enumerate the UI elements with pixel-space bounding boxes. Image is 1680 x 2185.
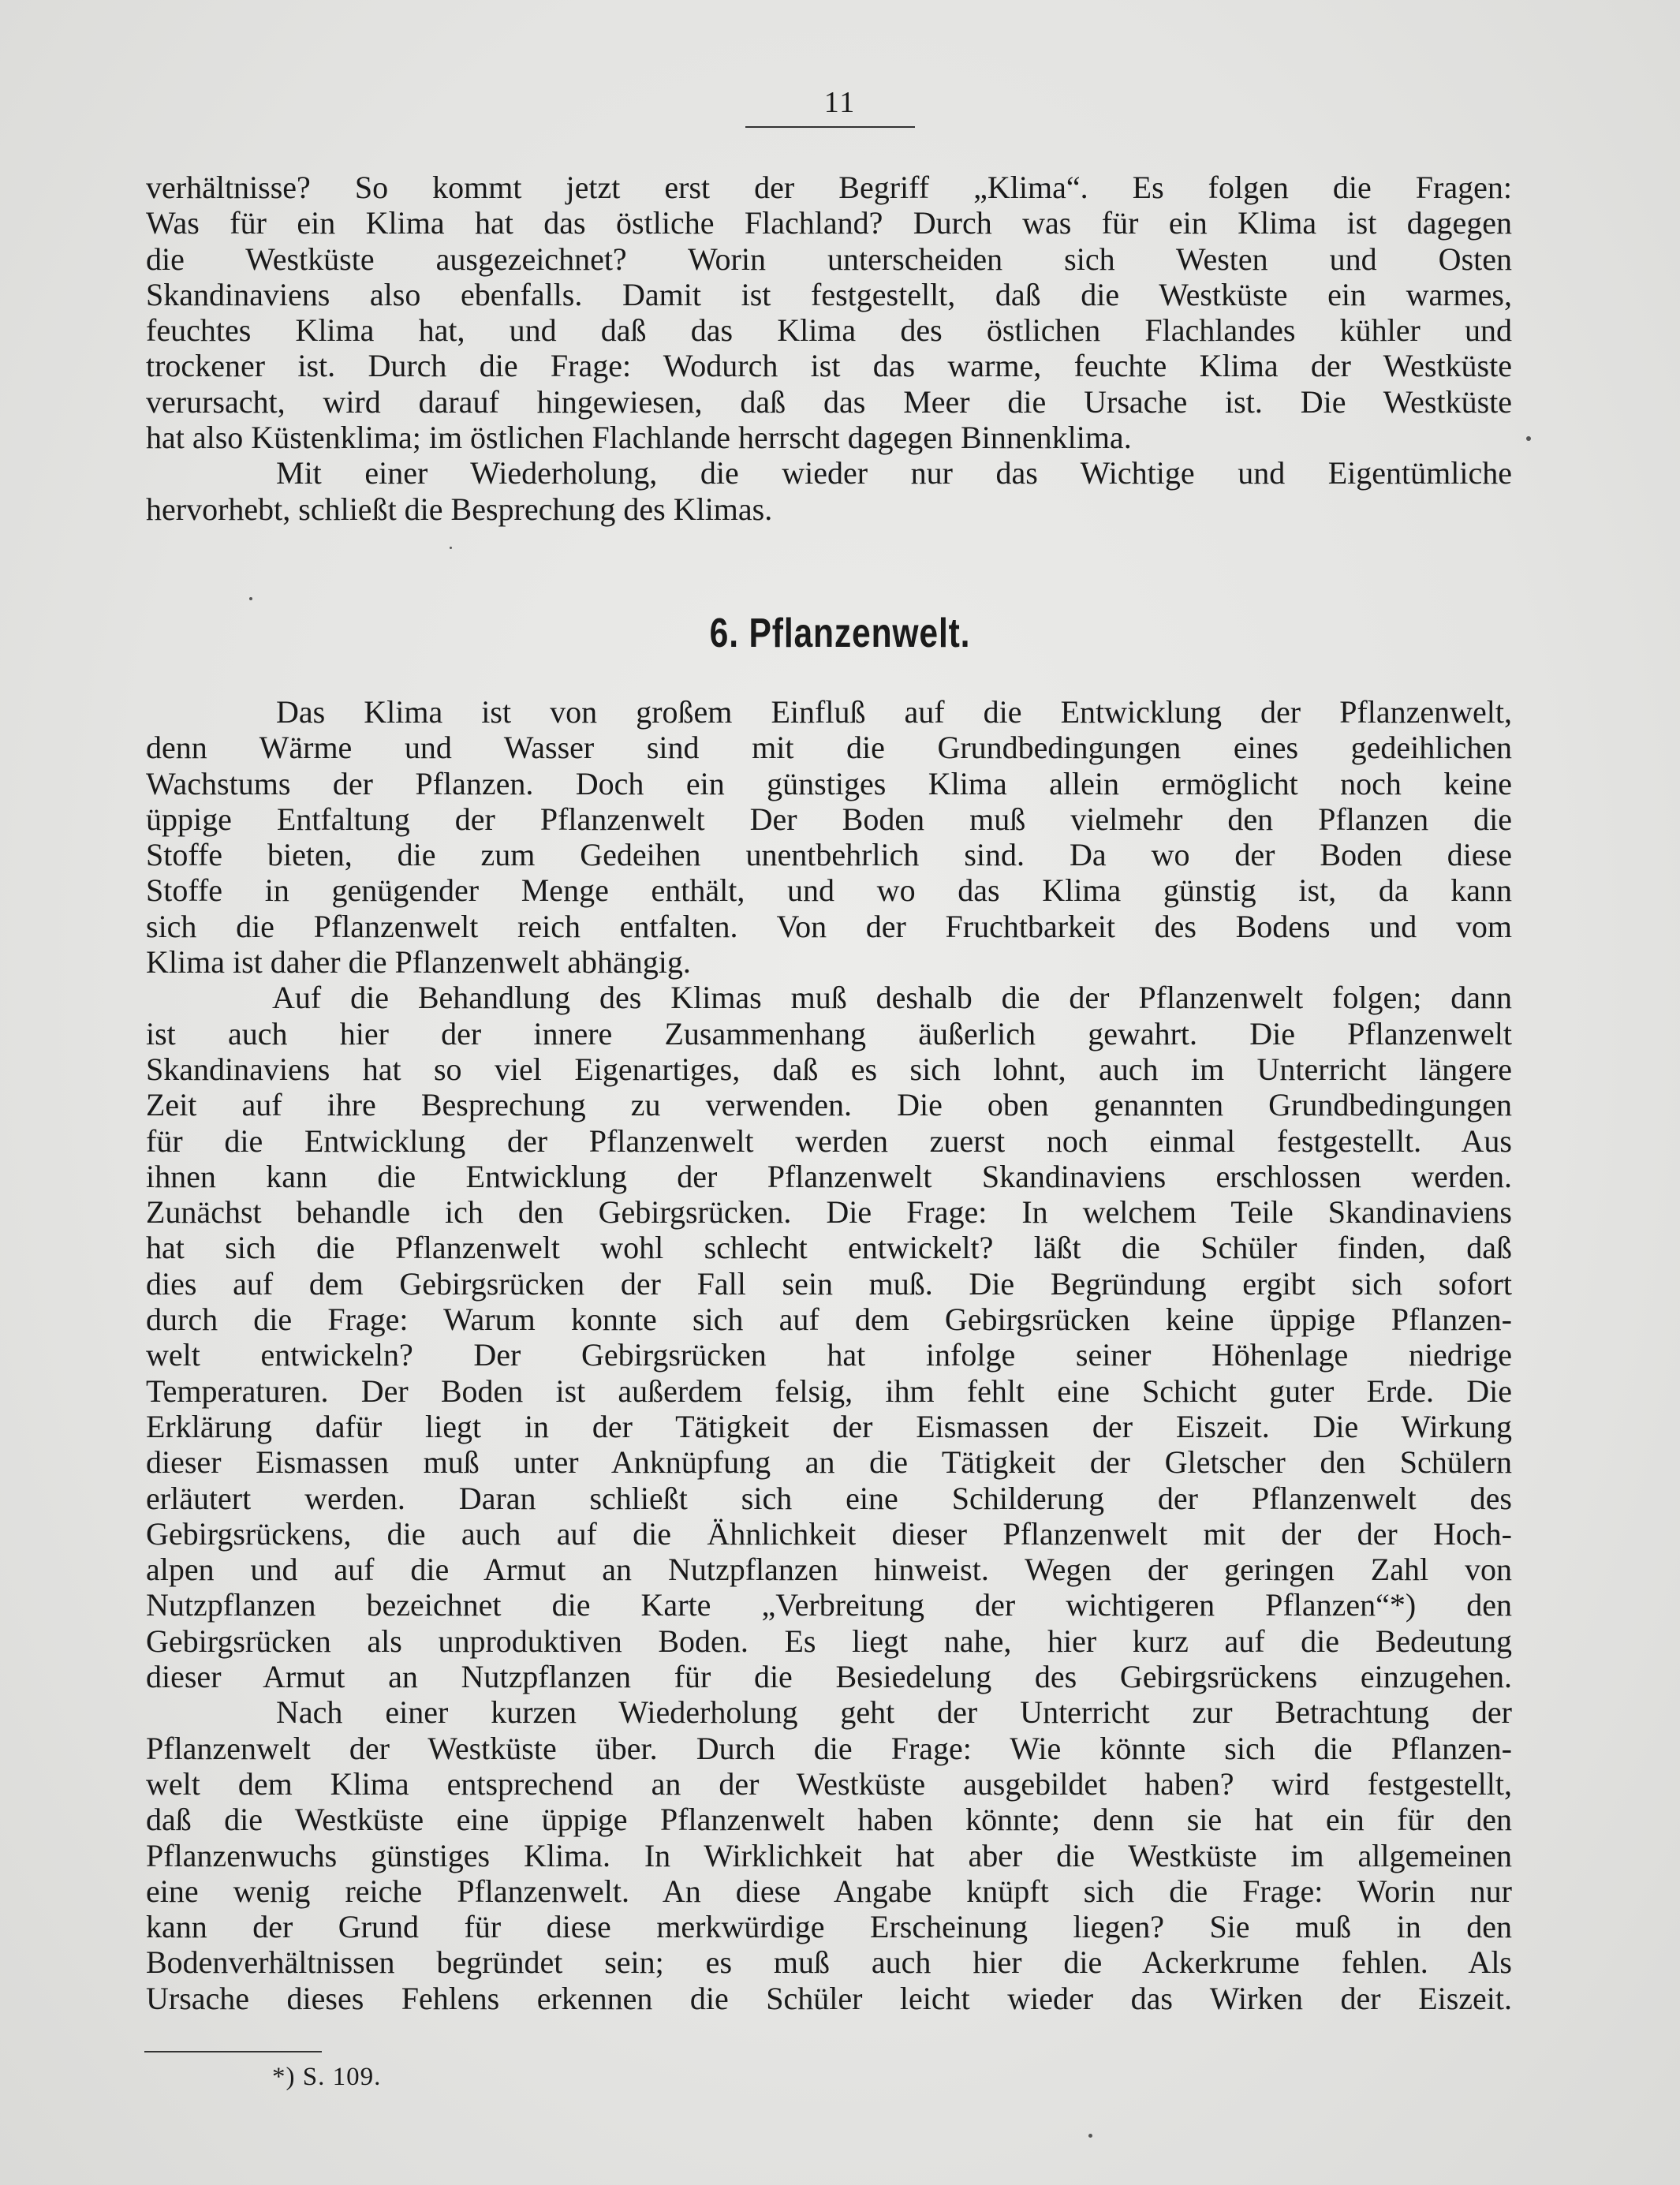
text-line: verursacht, wird darauf hingewiesen, daß das Meer die Ursache ist. Die Westküste <box>146 383 1512 420</box>
text-line: Skandinaviens hat so viel Eigenartiges, daß es sich lohnt, auch im Unterricht längere <box>146 1051 1512 1087</box>
text-line: dieser Eismassen muß unter Anknüpfung an die Tätigkeit der Gletscher den Schülern <box>146 1444 1512 1481</box>
text-line: welt entwickeln? Der Gebirgsrücken hat infolge seiner Höhenlage niedrige <box>146 1337 1512 1373</box>
text-line: denn Wärme und Wasser sind mit die Grundbedingungen eines gedeihlichen <box>146 730 1512 766</box>
text-line: Das Klima ist von großem Einfluß auf die Entwicklung der Pflanzenwelt, <box>276 694 1512 730</box>
text-line: ist auch hier der innere Zusammenhang äußerlich gewahrt. Die Pflanzenwelt <box>146 1015 1512 1051</box>
text-line: welt dem Klima entsprechend an der Westküste ausgebildet haben? wird festgestellt, <box>146 1765 1512 1802</box>
text-line: sich die Pflanzenwelt reich entfalten. Von der Fruchtbarkeit des Bodens und vom <box>146 908 1512 944</box>
text-line: verhältnisse? So kommt jetzt erst der Begriff „Klima“. Es folgen die Fragen: <box>146 170 1512 205</box>
footnote-rule <box>144 2051 322 2052</box>
text-line: kann der Grund für diese merkwürdige Erscheinung liegen? Sie muß in den <box>146 1909 1512 1945</box>
text-line: Stoffe bieten, die zum Gedeihen unentbehrlich sind. Da wo der Boden diese <box>146 837 1512 873</box>
text-line: erläutert werden. Daran schließt sich eine Schilderung der Pflanzenwelt des <box>146 1480 1512 1516</box>
text-line: üppige Entfaltung der Pflanzenwelt Der Boden muß vielmehr den Pflanzen die <box>146 801 1512 837</box>
paragraph-block-climate <box>146 170 1512 527</box>
text-line: Mit einer Wiederholung, die wieder nur das Wichtige und Eigentümliche <box>276 455 1512 491</box>
text-line: Gebirgsrücken als unproduktiven Boden. Es liegt nahe, hier kurz auf die Bedeutung <box>146 1623 1512 1659</box>
paragraph-block-plants <box>146 694 1512 2016</box>
text-line: für die Entwicklung der Pflanzenwelt werden zuerst noch einmal festgestellt. Aus <box>146 1122 1512 1159</box>
text-line: hat sich die Pflanzenwelt wohl schlecht entwickelt? läßt die Schüler finden, daß <box>146 1230 1512 1266</box>
scan-speck <box>1088 2134 1092 2138</box>
text-line: Nach einer kurzen Wiederholung geht der Unterricht zur Betrachtung der <box>276 1694 1512 1731</box>
text-line: daß die Westküste eine üppige Pflanzenwelt haben könnte; denn sie hat ein für den <box>146 1802 1512 1838</box>
text-line: Pflanzenwelt der Westküste über. Durch die Frage: Wie könnte sich die Pflanzen- <box>146 1730 1512 1766</box>
text-line: Erklärung dafür liegt in der Tätigkeit der Eismassen der Eiszeit. Die Wirkung <box>146 1408 1512 1444</box>
text-line: Nutzpflanzen bezeichnet die Karte „Verbreitung der wichtigeren Pflanzen“*) den <box>146 1587 1512 1623</box>
text-line: die Westküste ausgezeichnet? Worin unterscheiden sich Westen und Osten <box>146 241 1512 277</box>
footnote: *) S. 109. <box>272 2063 382 2091</box>
text-line: alpen und auf die Armut an Nutzpflanzen hinweist. Wegen der geringen Zahl von <box>146 1552 1512 1588</box>
text-line: hat also Küstenklima; im östlichen Flachlande herrscht dagegen Binnenklima. <box>146 420 1132 456</box>
text-line: Bodenverhältnissen begründet sein; es muß auch hier die Ackerkrume fehlen. Als <box>146 1944 1512 1981</box>
text-line: Klima ist daher die Pflanzenwelt abhängig. <box>146 944 691 980</box>
text-line: dieser Armut an Nutzpflanzen für die Besiedelung des Gebirgsrückens einzugehen. <box>146 1659 1512 1695</box>
text-line: hervorhebt, schließt die Besprechung des Klimas. <box>146 491 773 527</box>
text-line: feuchtes Klima hat, und daß das Klima des östlichen Flachlandes kühler und <box>146 312 1512 349</box>
page-number: 11 <box>823 86 857 119</box>
header-rule <box>745 126 915 128</box>
text-line: Auf die Behandlung des Klimas muß deshalb die der Pflanzenwelt folgen; dann <box>272 980 1512 1016</box>
text-line: Zunächst behandle ich den Gebirgsrücken. Die Frage: In welchem Teile Skandinaviens <box>146 1194 1512 1231</box>
text-line: trockener ist. Durch die Frage: Wodurch ist das warme, feuchte Klima der Westküste <box>146 348 1512 384</box>
text-line: Zeit auf ihre Besprechung zu verwenden. Die oben genannten Grundbedingungen <box>146 1087 1512 1123</box>
scan-speck <box>450 547 452 549</box>
text-line: ihnen kann die Entwicklung der Pflanzenwelt Skandinaviens erschlossen werden. <box>146 1158 1512 1194</box>
text-line: Gebirgsrückens, die auch auf die Ähnlichkeit dieser Pflanzenwelt mit der der Hoch- <box>146 1515 1512 1552</box>
text-line: Skandinaviens also ebenfalls. Damit ist festgestellt, daß die Westküste ein warmes, <box>146 276 1512 312</box>
text-line: Pflanzenwuchs günstiges Klima. In Wirklichkeit hat aber die Westküste im allgemeinen <box>146 1837 1512 1873</box>
text-line: Stoffe in genügender Menge enthält, und wo das Klima günstig ist, da kann <box>146 872 1512 909</box>
text-line: eine wenig reiche Pflanzenwelt. An diese Angabe knüpft sich die Frage: Worin nur <box>146 1873 1512 1909</box>
text-line: Ursache dieses Fehlens erkennen die Schüler leicht wieder das Wirken der Eiszeit. <box>146 1980 1512 2016</box>
text-line: dies auf dem Gebirgsrücken der Fall sein muß. Die Begründung ergibt sich sofort <box>146 1265 1512 1302</box>
text-line: Was für ein Klima hat das östliche Flachland? Durch was für ein Klima ist dagegen <box>146 205 1512 241</box>
text-line: durch die Frage: Warum konnte sich auf dem Gebirgsrücken keine üppige Pflanzen- <box>146 1302 1512 1338</box>
section-heading: 6. Pflanzenwelt. <box>709 611 971 656</box>
scan-speck <box>1526 436 1531 441</box>
text-line: Temperaturen. Der Boden ist außerdem felsig, ihm fehlt eine Schicht guter Erde. Die <box>146 1373 1512 1409</box>
scan-speck <box>249 597 252 600</box>
text-line: Wachstums der Pflanzen. Doch ein günstiges Klima allein ermöglicht noch keine <box>146 765 1512 801</box>
